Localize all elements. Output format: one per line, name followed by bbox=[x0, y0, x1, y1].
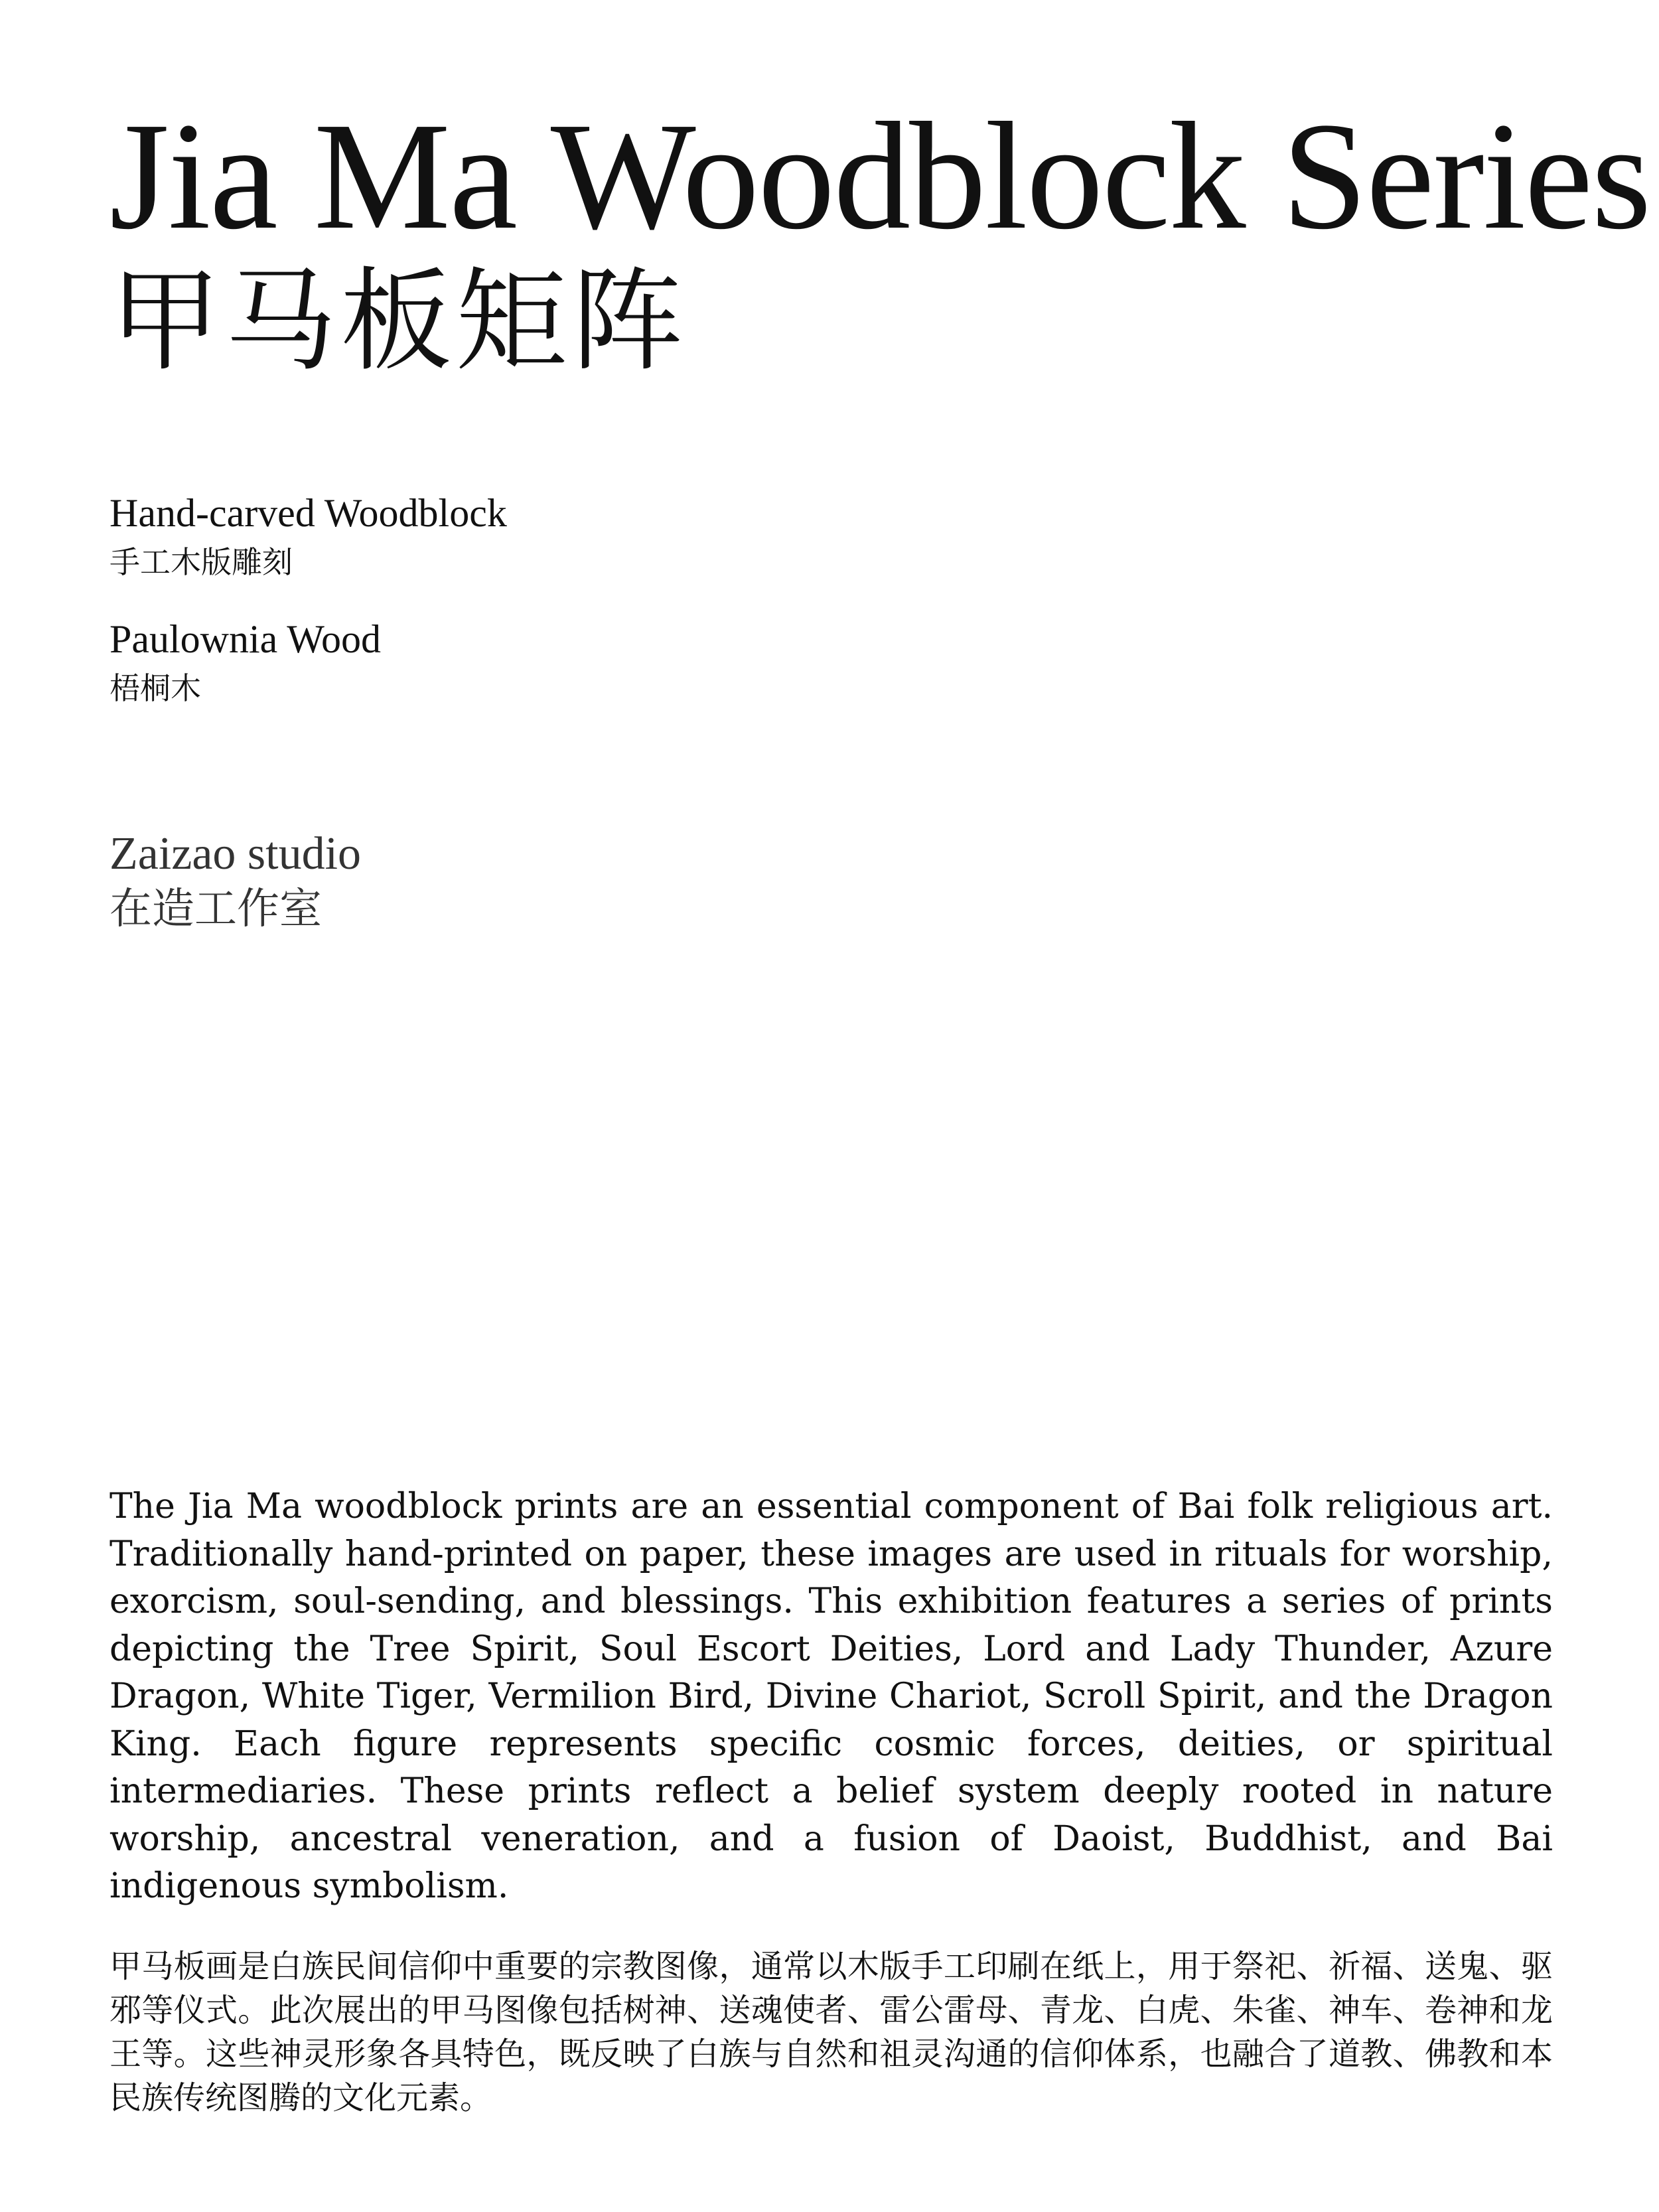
spec-material-chinese: 梧桐木 bbox=[109, 670, 201, 706]
spec-technique-english: Hand-carved Woodblock bbox=[109, 491, 507, 535]
title-english: Jia Ma Woodblock Series bbox=[109, 91, 1650, 261]
spec-technique-chinese: 手工木版雕刻 bbox=[109, 544, 293, 580]
title-chinese: 甲马板矩阵 bbox=[109, 256, 687, 386]
spec-technique bbox=[109, 491, 507, 579]
studio-name-english: Zaizao studio bbox=[109, 828, 362, 879]
spec-material bbox=[109, 617, 381, 705]
spec-material-english: Paulownia Wood bbox=[109, 617, 382, 661]
description-english: The Jia Ma woodblock prints are an essential component of Bai folk religious art. Traditionally hand-printed on paper, these images are used in rituals for worship, exorcism, soul-sending, and blessings. This exhibition features a series of prints depicting the Tree Spirit, Soul Escort Deities, Lord and Lady Thunder, Azure Dragon, White Tiger, Vermilion Bird, Divine Chariot, Scroll Spirit, and the Dragon King. Each figure represents specific cosmic forces, deities, or spiritual intermediaries. These prints reflect a belief system deeply rooted in nature worship, ancestral veneration, and a fusion of Daoist, Buddhist, and Bai indigenous symbolism. bbox=[109, 1487, 1553, 1906]
description-chinese: 甲马板画是白族民间信仰中重要的宗教图像，通常以木版手工印刷在纸上，用于祭祀、祈福、送鬼、驱邪等仪式。此次展出的甲马图像包括树神、送魂使者、雷公雷母、青龙、白虎、朱雀、神车、卷神和龙王等。这些神灵形象各具特色，既反映了白族与自然和祖灵沟通的信仰体系，也融合了道教、佛教和本民族传统图腾的文化元素。 bbox=[109, 1948, 1553, 2116]
studio-credit bbox=[109, 828, 361, 932]
studio-name-chinese: 在造工作室 bbox=[109, 885, 322, 934]
